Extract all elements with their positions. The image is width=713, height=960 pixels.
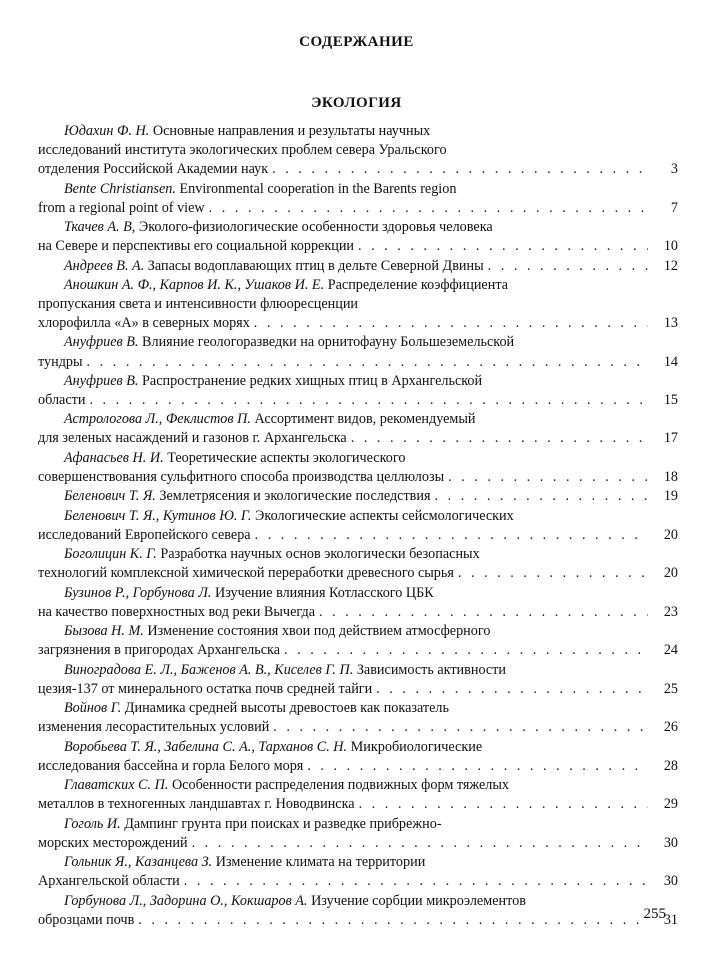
toc-entry-line (38, 122, 678, 141)
toc-entry-line (38, 180, 678, 199)
toc-entry-text (38, 199, 205, 218)
dot-leader (272, 160, 648, 179)
toc-entry-line (38, 429, 678, 448)
toc-entry-text (38, 237, 354, 256)
toc-entry-title: Основные направления и результаты научных (149, 123, 431, 139)
toc-entry-line (38, 257, 678, 276)
toc-entry-title: загрязнения в пригородах Архангельска (38, 642, 280, 659)
section-title: ЭКОЛОГИЯ (311, 95, 402, 111)
toc-entry-text (38, 353, 83, 372)
toc-entry-line (38, 584, 678, 603)
toc-entry (38, 738, 678, 776)
toc-entry-page: 28 (663, 757, 678, 774)
table-of-contents (38, 122, 678, 930)
toc-entry-author: Ануфриев В. (64, 334, 139, 351)
toc-entry-line (38, 603, 678, 622)
toc-entry-title: морских месторождений (38, 834, 188, 851)
toc-entry-title: Архангельской области (38, 873, 180, 890)
toc-entry-title: Изменение состояния хвои под действием атмосферного (143, 623, 491, 640)
dot-leader (448, 468, 648, 487)
toc-entry-text (64, 487, 431, 506)
toc-entry (38, 584, 678, 622)
toc-entry-author: Воробьева Т. Я., Забелина С. А., Тарханов С. Н. (64, 738, 348, 755)
toc-entry-author: Ануфриев В. (64, 372, 139, 389)
toc-entry-title: Землетрясения и экологические последствия (155, 488, 431, 505)
document-title: СОДЕРЖАНИЕ (299, 34, 414, 50)
toc-entry-line (38, 372, 678, 391)
toc-entry-line (38, 718, 678, 737)
toc-entry-line (38, 353, 678, 372)
toc-entry-line (38, 815, 678, 834)
toc-entry-title: from a regional point of view (38, 199, 205, 216)
toc-entry-line (38, 738, 678, 757)
dot-leader (319, 603, 648, 622)
dot-leader (255, 526, 648, 545)
toc-entry-line (38, 680, 678, 699)
dot-leader (184, 872, 648, 891)
toc-entry-page: 15 (663, 392, 678, 408)
dot-leader (376, 680, 648, 699)
toc-entry (38, 487, 678, 506)
dot-leader (254, 314, 648, 333)
toc-entry-title: Экологические аспекты сейсмологических (251, 507, 514, 524)
toc-entry-title: Распределение коэффициента (324, 276, 508, 293)
toc-entry-line (38, 507, 678, 526)
dot-leader (488, 257, 648, 276)
toc-entry-text (38, 834, 188, 853)
toc-entry-page: 12 (663, 257, 678, 274)
toc-entry-line (38, 410, 678, 429)
toc-entry (38, 622, 678, 660)
page-number: 255 (643, 906, 666, 922)
dot-leader (89, 391, 648, 410)
toc-entry-line (38, 776, 678, 795)
toc-entry-line (38, 641, 678, 660)
toc-entry-title: Environmental cooperation in the Barents region (175, 180, 457, 197)
toc-entry-text (38, 391, 85, 410)
toc-entry-title: совершенствования сульфитного способа производства целлюлозы (38, 468, 445, 485)
toc-entry-author: Горбунова Л., Задорина О., Кокшаров А. (64, 892, 308, 909)
toc-entry-title: отделения Российской Академии наук (38, 161, 269, 178)
toc-entry-line (38, 834, 678, 853)
toc-entry (38, 853, 678, 891)
toc-entry-page: 3 (670, 161, 678, 178)
toc-entry-title: технологий комплексной химической переработки древесного сырья (38, 565, 454, 582)
toc-entry (38, 815, 678, 853)
toc-entry-author: Афанасьев Н. И. (64, 449, 164, 466)
toc-entry-page: 30 (663, 834, 678, 851)
toc-entry-line (38, 276, 678, 295)
toc-entry-text (38, 314, 250, 333)
toc-entry (38, 661, 678, 699)
toc-entry-author: Юдахин Ф. Н. (64, 123, 150, 139)
toc-entry-line (38, 699, 678, 718)
toc-entry-text (38, 795, 355, 814)
toc-entry-title: исследований института экологических проблем севера Уральского (38, 142, 447, 159)
dot-leader (284, 641, 648, 660)
toc-entry (38, 507, 678, 545)
toc-entry-line (38, 853, 678, 872)
toc-entry-text (38, 160, 268, 179)
toc-entry-line (38, 487, 678, 506)
toc-entry-title: хлорофилла «А» в северных морях (38, 315, 250, 332)
dot-leader (87, 353, 648, 372)
toc-entry-line (38, 468, 678, 487)
toc-entry (38, 449, 678, 487)
toc-entry-author: Ткачев А. В, (64, 219, 136, 236)
toc-entry-title: Дампинг грунта при поисках и разведке прибрежно- (120, 815, 442, 832)
toc-entry-author: Войнов Г. (64, 700, 122, 717)
toc-entry-author: Боголицин К. Г. (64, 546, 157, 563)
toc-entry-line (38, 526, 678, 545)
toc-entry (38, 892, 678, 930)
toc-entry (38, 333, 678, 371)
dot-leader (192, 834, 648, 853)
toc-entry-title: Теоретические аспекты экологического (163, 449, 406, 466)
dot-leader (358, 237, 648, 256)
toc-entry-title: Динамика средней высоты древостоев как показатель (121, 700, 449, 717)
toc-entry-line (38, 564, 678, 583)
toc-entry-author: Главатских С. П. (64, 777, 169, 794)
toc-entry-page: 10 (663, 238, 678, 255)
toc-entry-title: Изучение сорбции микроэлементов (307, 892, 526, 909)
toc-entry-text (38, 468, 444, 487)
toc-entry (38, 372, 678, 410)
toc-entry-author: Беленович Т. Я., Кутинов Ю. Г. (64, 507, 252, 524)
toc-entry-line (38, 892, 678, 911)
toc-entry-author: Беленович Т. Я. (64, 488, 156, 505)
toc-entry (38, 218, 678, 256)
toc-entry-text (38, 872, 180, 891)
dot-leader (209, 199, 648, 218)
toc-entry-page: 20 (663, 565, 678, 582)
toc-entry-line (38, 141, 678, 160)
toc-entry-title: исследований Европейского севера (38, 526, 251, 543)
toc-entry (38, 699, 678, 737)
toc-entry-title: оброзцами почв (38, 911, 135, 928)
toc-entry-line (38, 872, 678, 891)
toc-entry-line (38, 661, 678, 680)
toc-entry-line (38, 295, 678, 314)
toc-entry-line (38, 218, 678, 237)
toc-entry (38, 545, 678, 583)
toc-entry-title: изменения лесорастительных условий (38, 719, 270, 736)
toc-entry-page: 13 (663, 315, 678, 332)
toc-entry-line (38, 795, 678, 814)
toc-entry-page: 31 (663, 911, 678, 928)
dot-leader (273, 718, 648, 737)
dot-leader (458, 564, 648, 583)
toc-entry-title: Зависимость активности (353, 661, 506, 678)
toc-entry-title: Микробиологические (347, 738, 483, 755)
toc-entry-text (38, 911, 134, 930)
toc-entry-line (38, 911, 678, 930)
toc-entry-text (38, 526, 251, 545)
toc-entry-page: 17 (663, 430, 678, 447)
toc-entry-line (38, 333, 678, 352)
toc-entry-page: 18 (663, 468, 678, 485)
toc-entry-text (38, 680, 372, 699)
toc-entry-text (38, 429, 347, 448)
toc-entry-line (38, 314, 678, 333)
toc-entry-line (38, 391, 678, 410)
toc-entry-title: пропускания света и интенсивности флюоресценции (38, 295, 359, 312)
toc-entry-page: 20 (663, 526, 678, 543)
dot-leader (307, 757, 648, 776)
toc-entry-title: Изменение климата на территории (212, 854, 426, 871)
toc-entry-text (38, 564, 454, 583)
toc-entry-title: для зеленых насаждений и газонов г. Архангельска (38, 430, 347, 447)
toc-entry-author: Астрологова Л., Феклистов П. (64, 411, 251, 428)
toc-entry-line (38, 160, 678, 179)
toc-entry (38, 257, 678, 276)
toc-entry-title: тундры (38, 353, 83, 370)
toc-entry (38, 180, 678, 218)
toc-entry-text (38, 718, 269, 737)
toc-entry-title: Распространение редких хищных птиц в Архангельской (138, 372, 483, 389)
toc-entry-title: цезия-137 от минерального остатка почв средней тайги (38, 680, 373, 697)
toc-entry-line (38, 449, 678, 468)
toc-entry-page: 30 (663, 873, 678, 890)
toc-entry-title: на Севере и перспективы его социальной коррекции (38, 238, 355, 255)
toc-entry-text (38, 641, 280, 660)
toc-entry-text (64, 257, 484, 276)
toc-entry (38, 410, 678, 448)
toc-entry-line (38, 757, 678, 776)
toc-entry-author: Bente Christiansen. (64, 180, 176, 197)
toc-entry-title: Разработка научных основ экологически безопасных (156, 546, 480, 563)
toc-entry-line (38, 545, 678, 564)
toc-entry-title: на качество поверхностных вод реки Вычегда (38, 603, 315, 620)
toc-entry-line (38, 237, 678, 256)
toc-entry-page: 25 (663, 680, 678, 697)
toc-entry (38, 122, 678, 179)
toc-entry-text (38, 757, 303, 776)
toc-entry-title: Ассортимент видов, рекомендуемый (250, 411, 476, 428)
toc-entry-title: области (38, 392, 86, 408)
toc-entry-title: металлов в техногенных ландшавтах г. Новодвинска (38, 796, 355, 813)
dot-leader (359, 795, 648, 814)
toc-entry-author: Гоголь И. (64, 815, 121, 832)
toc-entry-page: 26 (663, 719, 678, 736)
toc-entry-text (38, 603, 315, 622)
toc-entry-title: исследования бассейна и горла Белого моря (38, 757, 304, 774)
toc-entry-title: Эколого-физиологические особенности здоровья человека (135, 219, 493, 236)
dot-leader (138, 911, 648, 930)
toc-entry-author: Андреев В. А. (64, 257, 145, 274)
toc-entry-author: Аношкин А. Ф., Карпов И. К., Ушаков И. Е. (64, 276, 325, 293)
toc-entry-author: Бызова Н. М. (64, 623, 144, 640)
toc-entry-line (38, 622, 678, 641)
toc-entry-page: 7 (670, 199, 678, 216)
toc-entry-title: Запасы водоплавающих птиц в дельте Северной Двины (144, 257, 484, 274)
toc-entry-page: 23 (663, 603, 678, 620)
toc-entry-author: Бузинов Р., Горбунова Л. (64, 584, 212, 601)
toc-entry (38, 276, 678, 333)
toc-entry-page: 24 (663, 642, 678, 659)
toc-entry-author: Гольник Я., Казанцева З. (64, 854, 213, 871)
toc-entry (38, 776, 678, 814)
toc-entry-title: Особенности распределения подвижных форм тяжелых (168, 777, 510, 794)
toc-entry-title: Изучение влияния Котласского ЦБК (211, 584, 434, 601)
toc-entry-author: Виноградова Е. Л., Баженов А. В., Киселев Г. П. (64, 661, 354, 678)
toc-entry-title: Влияние геологоразведки на орнитофауну Большеземельской (138, 334, 515, 351)
dot-leader (435, 487, 648, 506)
toc-entry-page: 19 (663, 488, 678, 505)
toc-entry-line (38, 199, 678, 218)
toc-entry-page: 29 (663, 796, 678, 813)
toc-entry-page: 14 (663, 353, 678, 370)
dot-leader (351, 429, 648, 448)
